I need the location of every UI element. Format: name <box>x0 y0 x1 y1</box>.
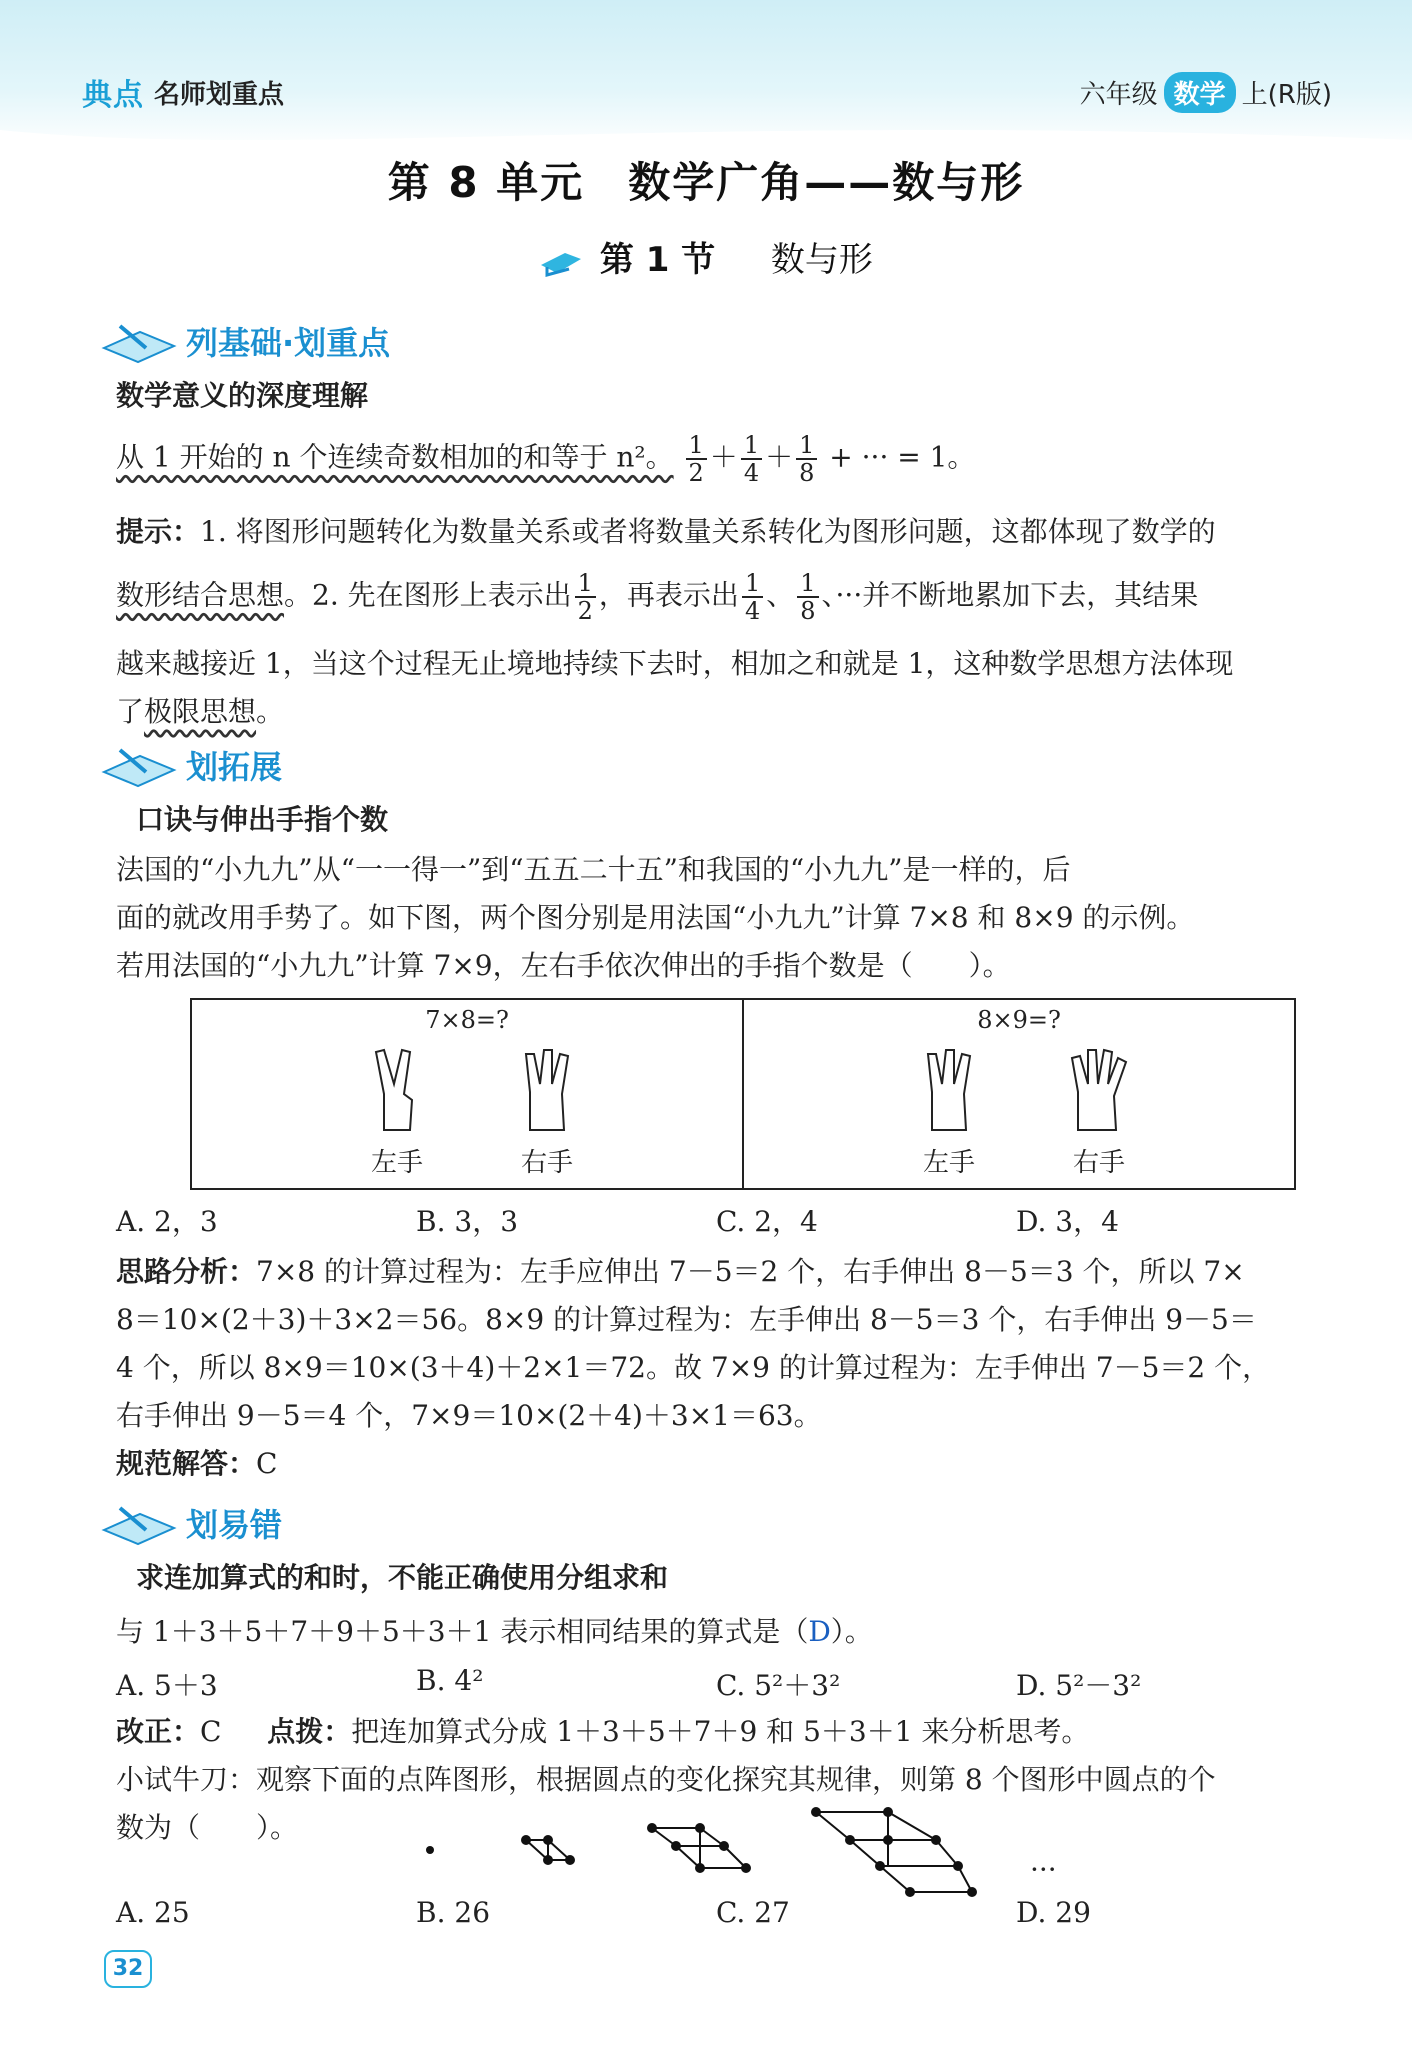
odd-sum-rule: 从 1 开始的 n 个连续奇数相加的和等于 n²。 $\frac{1}{2}$ ＋ $\frac{1}{4}$ ＋ $\frac{1}{8}$ + ··· = 1。 <box>116 431 976 487</box>
right-hand-label: 右手 <box>1072 1148 1125 1178</box>
correction-line <box>116 1708 1376 1756</box>
analysis-label: 思路分析： <box>116 1255 257 1288</box>
hand-four-fingers-icon <box>1064 1044 1134 1134</box>
hint-line-4 <box>116 688 1376 736</box>
rule-text: 从 1 开始的 n 个连续奇数相加的和等于 n²。 <box>116 440 674 474</box>
hint-text-2: 。2. 先在图形上表示出 <box>284 578 572 612</box>
options-try <box>116 1896 1376 1929</box>
topic-mistakes: 求连加算式的和时，不能正确使用分组求和 <box>136 1561 669 1594</box>
pencil-book-icon <box>100 318 178 364</box>
panel-7x8-eq: 7×8=? <box>425 1006 509 1034</box>
section-name: 数与形 <box>770 240 873 280</box>
hint-line-3: 越来越接近 1，当这个过程无止境地持续下去时，相加之和就是 1，这种数学思想方法体现 <box>116 647 1234 680</box>
analysis-text-1: 7×8 的计算过程为：左手应伸出 7－5＝2 个，右手伸出 8－5＝3 个，所以 7× <box>256 1255 1245 1288</box>
hint-text-5: 了 <box>116 695 145 728</box>
dot-figure-4 <box>812 1808 976 1896</box>
cap-icon <box>539 247 583 277</box>
option-d: D. 29 <box>1016 1896 1091 1929</box>
answer-value: C <box>256 1447 278 1480</box>
option-b: B. 3，3 <box>416 1205 519 1238</box>
problem-line-2: 面的就改用手势了。如下图，两个图分别是用法国“小九九”计算 7×8 和 8×9 的示例。 <box>116 901 1195 934</box>
dot-figure-1 <box>426 1846 434 1854</box>
grade-label <box>1080 72 1332 113</box>
fix-value: C <box>200 1715 222 1748</box>
option-a: A. 2，3 <box>116 1205 218 1238</box>
try-line-2: 数为（ ）。 <box>116 1811 299 1844</box>
question-text: 与 1＋3＋5＋7＋9＋5＋3＋1 表示相同结果的算式是（ <box>116 1615 809 1648</box>
fix-label: 改正： <box>116 1715 201 1748</box>
topic-extension: 口诀与伸出手指个数 <box>136 803 389 836</box>
fraction-1-8b: $\frac{1}{8}$ <box>797 570 818 624</box>
hand-figure <box>190 998 1296 1190</box>
left-hand-label: 左手 <box>370 1148 423 1178</box>
topic-basics: 数学意义的深度理解 <box>116 379 369 412</box>
heading-extension-label: 划拓展 <box>186 748 283 786</box>
try-line-1: 小试牛刀：观察下面的点阵图形，根据圆点的变化探究其规律，则第 8 个图形中圆点的个 <box>116 1763 1216 1796</box>
heading-basics <box>100 318 390 364</box>
left-hand-label: 左手 <box>922 1148 975 1178</box>
fraction-1-2: $\frac{1}{2}$ <box>686 432 707 486</box>
pencil-book-icon <box>100 742 178 788</box>
problem-line-1: 法国的“小九九”从“一一得一”到“五五二十五”和我国的“小九九”是一样的，后 <box>116 853 1071 886</box>
dot-pattern-figure <box>0 1800 1412 1910</box>
subject-badge: 数学 <box>1164 72 1236 113</box>
pencil-book-icon <box>100 1500 178 1546</box>
hint-label: 提示： <box>116 515 201 548</box>
analysis-line-1 <box>116 1248 1376 1296</box>
brand <box>82 70 284 114</box>
section-number: 第 1 节 <box>599 240 716 280</box>
answer-line <box>116 1440 1376 1488</box>
hint-key-2: 极限思想 <box>144 695 257 728</box>
panel-8x9 <box>742 1000 1294 1188</box>
fraction-1-4: $\frac{1}{4}$ <box>741 432 762 486</box>
problem-line-3: 若用法国的“小九九”计算 7×9，左右手依次伸出的手指个数是（ ）。 <box>116 949 1011 982</box>
hand-two-fingers-icon <box>362 1044 432 1134</box>
analysis-line-2: 8＝10×(2＋3)＋3×2＝56。8×9 的计算过程为：左手伸出 8－5＝3 个，右手伸出 9－5＝ <box>116 1303 1257 1336</box>
tip-text: 把连加算式分成 1＋3＋5＋7＋9 和 5＋3＋1 来分析思考。 <box>351 1715 1090 1748</box>
option-c: C. 27 <box>716 1896 790 1929</box>
analysis-line-4: 右手伸出 9－5＝4 个，7×9＝10×(2＋4)＋3×1＝63。 <box>116 1399 822 1432</box>
unit-title: 第 8 单元 数学广角——数与形 <box>387 158 1025 207</box>
answer-label: 规范解答： <box>116 1447 257 1480</box>
option-b: B. 4² <box>416 1664 484 1697</box>
heading-mistakes-label: 划易错 <box>186 1506 283 1544</box>
mistake-question <box>116 1608 1376 1656</box>
options-extension <box>116 1200 1376 1240</box>
fraction-1-2b: $\frac{1}{2}$ <box>575 570 596 624</box>
option-b: B. 26 <box>416 1896 491 1929</box>
dot-figure-2 <box>522 1836 574 1864</box>
pattern-ellipsis: ··· <box>1030 1853 1057 1886</box>
hand-three-fingers-icon <box>512 1044 582 1134</box>
hint-key-1: 数形结合思想 <box>116 578 285 612</box>
heading-basics-label: 列基础·划重点 <box>186 324 391 362</box>
panel-7x8 <box>192 1000 742 1188</box>
options-mistakes <box>116 1664 1376 1704</box>
analysis-line-3: 4 个，所以 8×9＝10×(3＋4)＋2×1＝72。故 7×9 的计算过程为：左手伸出 7－5＝2 个， <box>116 1351 1271 1384</box>
option-d: D. 5²－3² <box>1016 1669 1142 1702</box>
hand-three-fingers-icon <box>914 1044 984 1134</box>
grade: 六年级 <box>1079 80 1158 110</box>
heading-mistakes <box>100 1500 282 1546</box>
hint-line-1 <box>116 508 1376 556</box>
fraction-1-4b: $\frac{1}{4}$ <box>742 570 763 624</box>
panel-8x9-eq: 8×9=? <box>977 1006 1061 1034</box>
hint-sep: 、 <box>766 578 795 612</box>
section-title <box>0 232 1412 281</box>
right-hand-label: 右手 <box>520 1148 573 1178</box>
hint-text-6: 。 <box>256 695 285 728</box>
option-c: C. 2，4 <box>716 1205 818 1238</box>
tip-label: 点拨： <box>267 1715 352 1748</box>
option-d: D. 3，4 <box>1016 1205 1119 1238</box>
page-number: 32 <box>104 1950 152 1988</box>
brand-text: 名师划重点 <box>154 79 285 110</box>
option-a: A. 5＋3 <box>116 1669 218 1702</box>
question-end: ）。 <box>830 1615 873 1648</box>
hint-text-3: ，再表示出 <box>598 578 739 612</box>
fraction-1-8: $\frac{1}{8}$ <box>796 432 817 486</box>
hint-line-2 <box>116 570 1376 624</box>
hint-text-1: 1. 将图形问题转化为数量关系或者将数量关系转化为图形问题，这都体现了数学的 <box>200 515 1216 548</box>
question-answer: D <box>808 1615 831 1648</box>
dot-figure-3 <box>648 1824 750 1872</box>
hint-text-4: 、···并不断地累加下去，其结果 <box>821 578 1199 612</box>
formula-tail: + ··· = 1。 <box>829 440 976 474</box>
option-a: A. 25 <box>116 1896 190 1929</box>
brand-logo: 典点 <box>82 78 144 113</box>
heading-extension <box>100 742 282 788</box>
edition: 上(R版) <box>1241 80 1332 110</box>
option-c: C. 5²＋3² <box>716 1669 841 1702</box>
